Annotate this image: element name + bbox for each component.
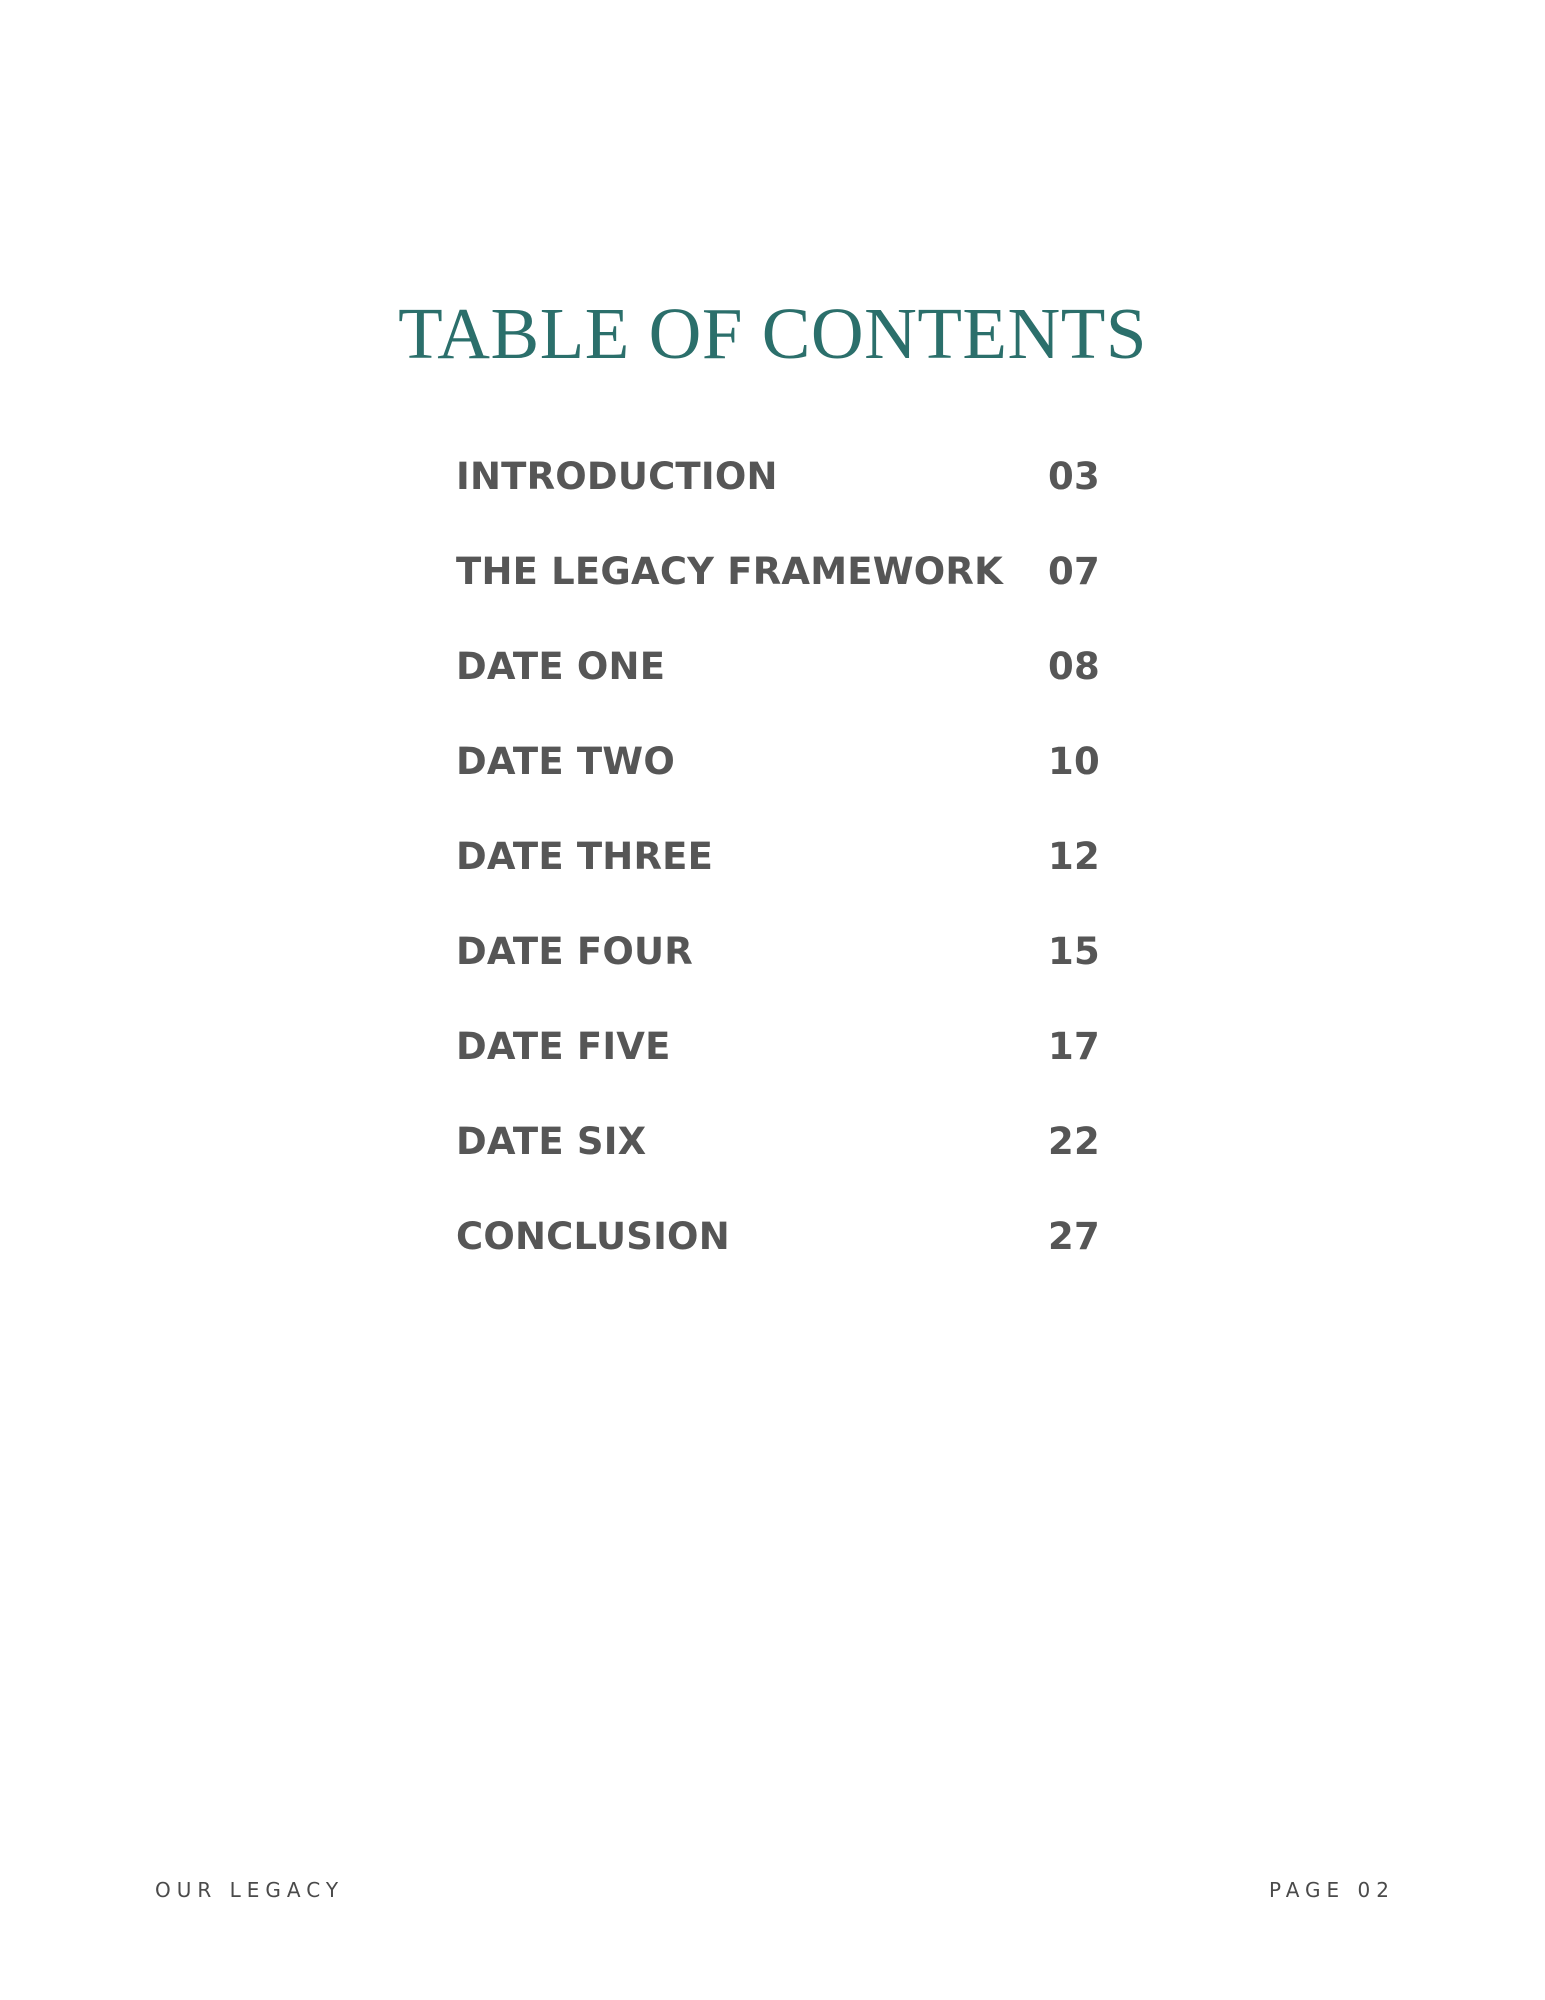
toc-item-date-four[interactable] xyxy=(456,927,1100,1022)
toc-item-date-five[interactable] xyxy=(456,1022,1100,1117)
toc-item-date-two[interactable] xyxy=(456,737,1100,832)
toc-label: DATE FOUR xyxy=(456,930,693,973)
toc-item-date-six[interactable] xyxy=(456,1117,1100,1212)
toc-page-number: 03 xyxy=(1048,455,1100,498)
toc-item-introduction[interactable] xyxy=(456,452,1100,547)
toc-item-date-three[interactable] xyxy=(456,832,1100,927)
toc-label: DATE ONE xyxy=(456,645,666,688)
toc-item-conclusion[interactable] xyxy=(456,1212,1100,1307)
toc-label: DATE FIVE xyxy=(456,1025,671,1068)
toc-label: DATE SIX xyxy=(456,1120,647,1163)
toc-label: INTRODUCTION xyxy=(456,455,778,498)
toc-item-date-one[interactable] xyxy=(456,642,1100,737)
footer-page-number: PAGE 02 xyxy=(1268,1878,1395,1902)
table-of-contents xyxy=(456,452,1100,1307)
toc-page-number: 12 xyxy=(1048,835,1100,878)
toc-page-number: 17 xyxy=(1048,1025,1100,1068)
toc-page-number: 27 xyxy=(1048,1215,1100,1258)
page-title: TABLE OF CONTENTS xyxy=(398,292,1147,374)
toc-page-number: 22 xyxy=(1048,1120,1100,1163)
toc-label: CONCLUSION xyxy=(456,1215,730,1258)
toc-label: DATE TWO xyxy=(456,740,675,783)
toc-page-number: 07 xyxy=(1048,550,1100,593)
toc-page-number: 10 xyxy=(1048,740,1100,783)
footer-document-name: OUR LEGACY xyxy=(155,1878,345,1902)
toc-item-legacy-framework[interactable] xyxy=(456,547,1100,642)
toc-label: DATE THREE xyxy=(456,835,714,878)
toc-label: THE LEGACY FRAMEWORK xyxy=(456,550,1003,593)
toc-page-number: 08 xyxy=(1048,645,1100,688)
toc-page-number: 15 xyxy=(1048,930,1100,973)
